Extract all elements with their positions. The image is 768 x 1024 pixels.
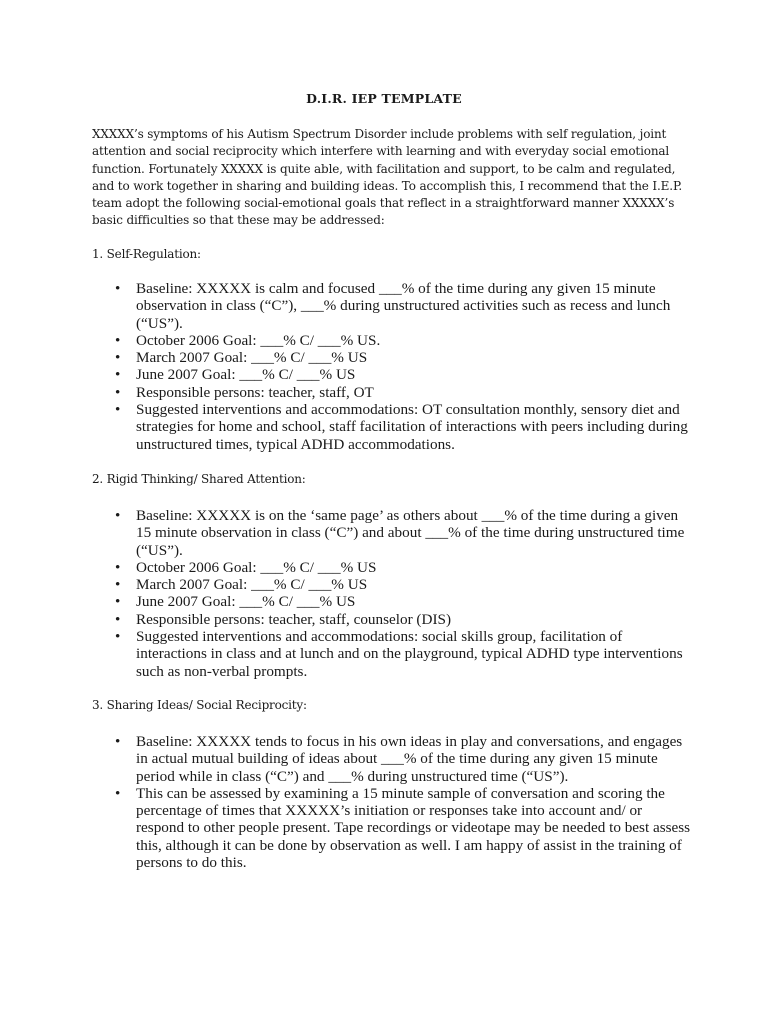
list-item-text: Baseline: XXXXX tends to focus in his own ideas in play and conversations, and engages in actual mutual building of ideas about ___% of the time during any given 15 minute period while in class (“C”) and ___% during unstructured time (“US”). (136, 733, 683, 785)
list-item-text: Baseline: XXXXX is calm and focused ___% of the time during any given 15 minute observation in class (“C”), ___% during unstructured activities such as recess and lunch (“US”). (136, 280, 671, 332)
self-regulation-list (112, 280, 692, 453)
list-item (112, 401, 692, 453)
list-item-text: October 2006 Goal: ___% C/ ___% US (136, 558, 377, 576)
list-item-text: October 2006 Goal: ___% C/ ___% US. (136, 331, 381, 349)
bullet-icon: • (115, 331, 121, 349)
list-item (112, 349, 692, 366)
list-item-text: June 2007 Goal: ___% C/ ___% US (136, 593, 356, 611)
list-item (112, 611, 692, 628)
list-item (112, 785, 692, 871)
list-item (112, 507, 692, 559)
list-item-text: March 2007 Goal: ___% C/ ___% US (136, 576, 368, 594)
bullet-icon: • (115, 784, 121, 802)
list-item-text: March 2007 Goal: ___% C/ ___% US (136, 349, 368, 367)
bullet-icon: • (115, 366, 121, 384)
sharing-ideas-list (112, 733, 692, 871)
list-item-text: Suggested interventions and accommodations: social skills group, facilitation of interactions in class and at lunch and on the playground, typical ADHD type interventions such as non-verbal prompts. (136, 628, 683, 680)
rigid-thinking-list (112, 507, 692, 680)
intro-paragraph: XXXXX’s symptoms of his Autism Spectrum Disorder include problems with self regulation, joint attention and social reciprocity which interfere with learning and with everyday social emotional function. Fortunately XXXXX is quite able, with facilitation and support, to be calm and regulated, and to work together in sharing and building ideas. To accomplish this, I recommend that the I.E.P. team adopt the following social-emotional goals that reflect in a straightforward manner XXXXX’s basic difficulties so that these may be addressed: (92, 127, 683, 228)
list-item (112, 332, 692, 349)
bullet-icon: • (115, 280, 121, 297)
list-item (112, 733, 692, 785)
section-heading-sharing-ideas: 3. Sharing Ideas/ Social Reciprocity: (92, 698, 307, 712)
bullet-icon: • (115, 349, 121, 367)
list-item (112, 280, 692, 332)
document-title: D.I.R. IEP TEMPLATE (306, 91, 462, 106)
bullet-icon: • (115, 576, 121, 594)
list-item-text: Responsible persons: teacher, staff, counselor (DIS) (136, 610, 452, 628)
section-heading-self-regulation: 1. Self-Regulation: (92, 247, 201, 261)
list-item-text: Responsible persons: teacher, staff, OT (136, 383, 374, 401)
bullet-icon: • (115, 383, 121, 401)
list-item (112, 576, 692, 593)
list-item (112, 559, 692, 576)
list-item (112, 628, 692, 680)
list-item (112, 593, 692, 610)
list-item (112, 384, 692, 401)
bullet-icon: • (115, 610, 121, 628)
list-item-text: This can be assessed by examining a 15 minute sample of conversation and scoring the percentage of times that XXXXX’s initiation or responses take into account and/ or respond to other people present. Tape recordings or videotape may be needed to best assess this, although it can be done by observation as well. I am happy of assist in the training of persons to do this. (136, 784, 691, 872)
list-item-text: June 2007 Goal: ___% C/ ___% US (136, 366, 356, 384)
bullet-icon: • (115, 628, 121, 646)
bullet-icon: • (115, 401, 121, 419)
list-item-text: Baseline: XXXXX is on the ‘same page’ as others about ___% of the time during a given 15 minute observation in class (“C”) and about ___% of the time during unstructured time (“US”). (136, 507, 685, 559)
section-heading-rigid-thinking: 2. Rigid Thinking/ Shared Attention: (92, 472, 306, 486)
list-item (112, 366, 692, 383)
bullet-icon: • (115, 593, 121, 611)
bullet-icon: • (115, 507, 121, 524)
bullet-icon: • (115, 733, 121, 750)
bullet-icon: • (115, 558, 121, 576)
list-item-text: Suggested interventions and accommodations: OT consultation monthly, sensory diet and strategies for home and school, staff facilitation of interactions with peers including during unstructured times, typical ADHD accommodations. (136, 401, 688, 453)
